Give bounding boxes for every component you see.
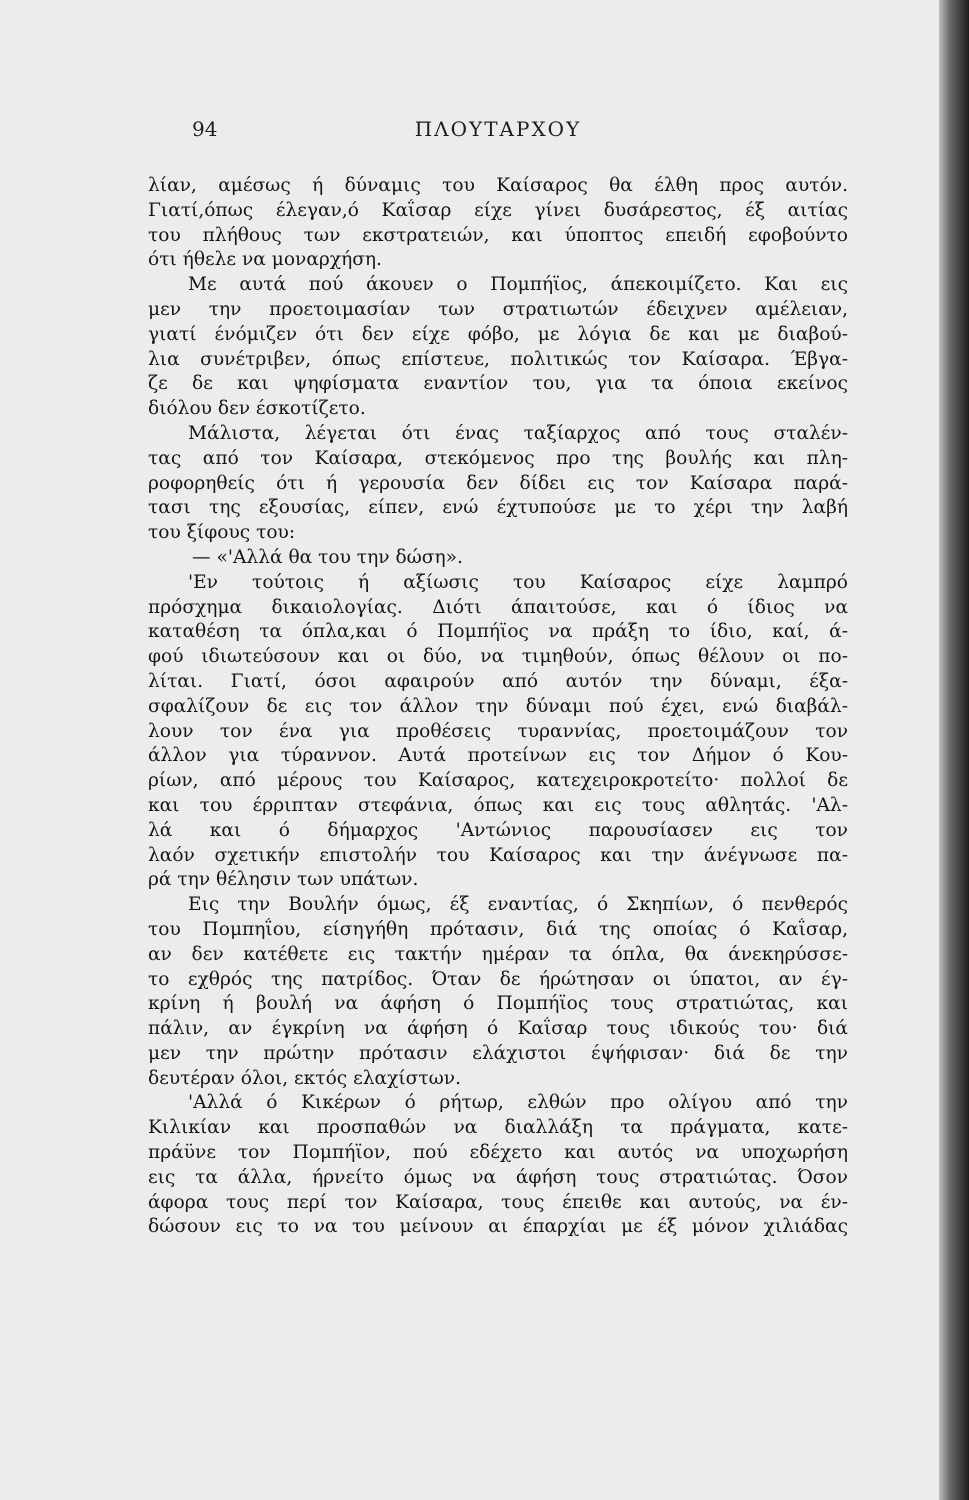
- running-title: ΠΛΟΥΤΑΡΧΟΥ: [414, 117, 582, 141]
- text-line: πρόσχημα δικαιολογίας. Διότι άπαιτούσε, και ό ίδιος να: [148, 596, 848, 618]
- text-line: του ξίφους του:: [148, 522, 296, 544]
- text-line: μεν την προετοιμασίαν των στρατιωτών έδειχνεν αμέλειαν,: [148, 298, 848, 320]
- text-line: λια συνέτριβεν, όπως επίστευε, πολιτικώς τον Καίσαρα. Έβγα-: [148, 348, 848, 370]
- body-text: [148, 174, 848, 1240]
- text-line: καταθέση τα όπλα,και ό Πομπήϊος να πράξη το ίδιο, καί, ά-: [148, 621, 848, 643]
- text-line: και του έρριπταν στεφάνια, όπως και εις τους αθλητάς. 'Αλ-: [148, 794, 848, 816]
- page-number: 94: [192, 117, 218, 141]
- text-line: άφορα τους περί τον Καίσαρα, τους έπειθε και αυτούς, να έν-: [148, 1191, 848, 1213]
- text-line: λίαν, αμέσως ή δύναμις του Καίσαρος θα έλθη προς αυτόν.: [148, 175, 848, 196]
- text-line: λουν τον ένα για προθέσεις τυραννίας, προετοιμάζουν τον: [148, 720, 848, 742]
- text-line: δώσουν εις το να του μείνουν αι έπαρχίαι με έξ μόνον χιλιάδας: [148, 1216, 848, 1238]
- text-line: εις τα άλλα, ήρνείτο όμως να άφήση τους στρατιώτας. Όσον: [148, 1166, 848, 1188]
- text-line: 'Αλλά ό Κικέρων ό ρήτωρ, ελθών προ ολίγου από την: [188, 1092, 848, 1114]
- text-line: γιατί ένόμιζεν ότι δεν είχε φόβο, με λόγια δε και με διαβού-: [148, 323, 848, 345]
- text-line: ζε δε και ψηφίσματα εναντίον του, για τα όποια εκείνος: [148, 373, 848, 395]
- text-line: φού ιδιωτεύσουν και οι δύο, να τιμηθούν, όπως θέλουν οι πο-: [148, 646, 848, 668]
- text-line: σφαλίζουν δε εις τον άλλον την δύναμι πού έχει, ενώ διαβάλ-: [148, 695, 848, 717]
- page-header: [148, 117, 848, 147]
- text-line: ότι ήθελε να μοναρχήση.: [148, 249, 382, 271]
- text-line: λαόν σχετικήν επιστολήν του Καίσαρος και την άνέγνωσε πα-: [148, 844, 848, 866]
- text-line: ρίων, από μέρους του Καίσαρος, κατεχειροκροτείτο· πολλοί δε: [148, 770, 848, 792]
- text-line: διόλου δεν έσκοτίζετο.: [148, 398, 366, 420]
- text-line: άλλον για τύραννον. Αυτά προτείνων εις τον Δήμον ό Κου-: [148, 745, 848, 767]
- text-line: λίται. Γιατί, όσοι αφαιρούν από αυτόν την δύναμι, έξα-: [148, 670, 848, 692]
- text-line: του Πομπηΐου, είσηγήθη πρότασιν, διά της οποίας ό Καΐσαρ,: [148, 918, 848, 940]
- text-line: αν δεν κατέθετε εις τακτήν ημέραν τα όπλα, θα άνεκηρύσσε-: [148, 943, 848, 965]
- text-line: το εχθρός της πατρίδος. Όταν δε ήρώτησαν οι ύπατοι, αν έγ-: [148, 968, 848, 990]
- text-line: Εις την Βουλήν όμως, έξ εναντίας, ό Σκηπίων, ό πενθερός: [188, 894, 848, 916]
- text-line: μεν την πρώτην πρότασιν ελάχιστοι έψήφισαν· διά δε την: [148, 1042, 848, 1064]
- text-line: τας από τον Καίσαρα, στεκόμενος προ της βουλής και πλη-: [148, 447, 848, 469]
- text-line: λά και ό δήμαρχος 'Αντώνιος παρουσίασεν εις τον: [148, 819, 848, 841]
- text-line: Κιλικίαν και προσπαθών να διαλλάξη τα πράγματα, κατε-: [148, 1117, 848, 1139]
- text-line: πράϋνε τον Πομπήϊον, πού εδέχετο και αυτός να υποχωρήση: [148, 1142, 848, 1164]
- text-line: ροφορηθείς ότι ή γερουσία δεν δίδει εις τον Καίσαρα παρά-: [148, 472, 848, 494]
- text-line: — «'Αλλά θα του την δώση».: [192, 546, 463, 568]
- text-line: ρά την θέλησιν των υπάτων.: [148, 869, 419, 891]
- book-edge-shadow: [939, 0, 969, 1500]
- text-line: κρίνη ή βουλή να άφήση ό Πομπήϊος τους στρατιώτας, και: [148, 993, 848, 1015]
- text-line: τασι της εξουσίας, είπεν, ενώ έχτυπούσε με το χέρι την λαβή: [148, 497, 848, 519]
- text-line: Μάλιστα, λέγεται ότι ένας ταξίαρχος από τους σταλέν-: [188, 422, 848, 444]
- text-line: Γιατί,όπως έλεγαν,ό Καΐσαρ είχε γίνει δυσάρεστος, έξ αιτίας: [148, 199, 848, 221]
- text-line: δευτέραν όλοι, εκτός ελαχίστων.: [148, 1067, 461, 1089]
- text-line: πάλιν, αν έγκρίνη να άφήση ό Καΐσαρ τους ιδικούς του· διά: [148, 1018, 848, 1040]
- text-line: Με αυτά πού άκουεν ο Πομπήϊος, άπεκοιμίζετο. Και εις: [188, 274, 848, 296]
- text-line: 'Εν τούτοις ή αξίωσις του Καίσαρος είχε λαμπρό: [188, 571, 848, 593]
- text-line: του πλήθους των εκστρατειών, και ύποπτος επειδή εφοβούντο: [148, 224, 848, 246]
